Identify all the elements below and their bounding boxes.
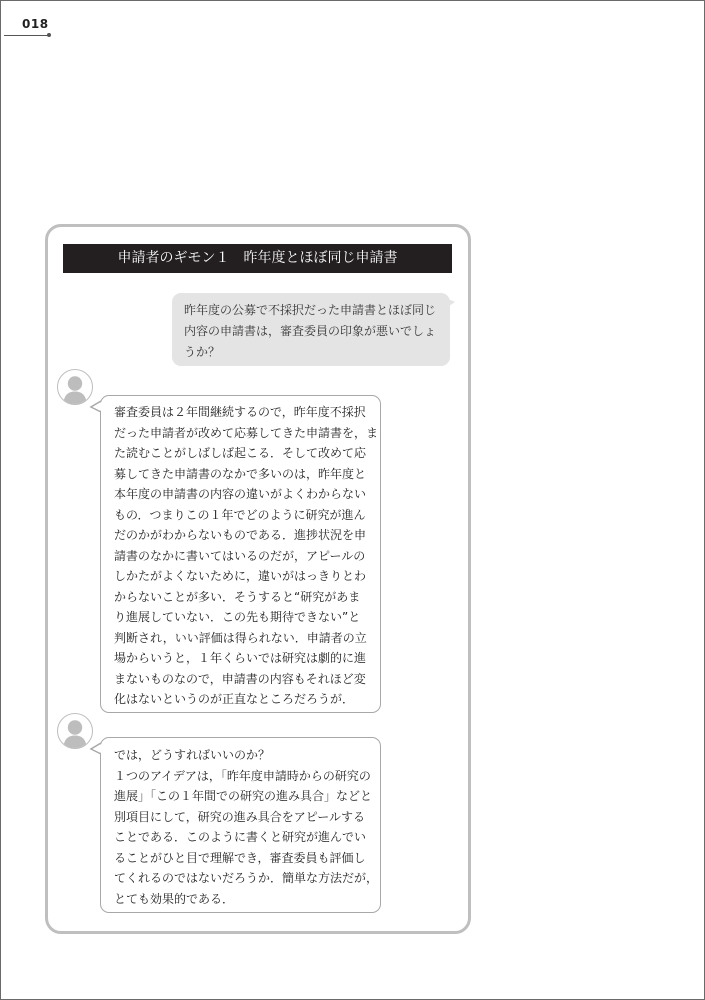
answer-line: とても効果的である． xyxy=(114,891,235,906)
answer-line: 進展」「この１年間での研究の進み具合」などと xyxy=(114,789,373,803)
answer-line: だのかがわからないものである．進捗状況を申 xyxy=(114,528,367,542)
question-bubble xyxy=(172,293,450,366)
answer-line: 審査委員は２年間継続するので，昨年度不採択 xyxy=(114,405,366,419)
answer-bubble xyxy=(100,737,381,913)
answer-line: 化はないというのが正直なところだろうが． xyxy=(114,692,355,706)
answer-line: 判断され，いい評価は得られない．申請者の立 xyxy=(114,630,367,645)
question-line: 内容の申請書は，審査委員の印象が悪いでしょ xyxy=(184,324,437,338)
answer-bubble-tail-cover xyxy=(90,400,102,414)
answer-bubble-tail-cover xyxy=(90,742,102,756)
answer-line: 募してきた申請書のなかで多いのは，昨年度と xyxy=(114,466,367,481)
answer-line: ることがひと目で理解でき，審査委員も評価し xyxy=(114,850,366,865)
question-line: うか？ xyxy=(184,345,221,359)
page-number-rule xyxy=(4,35,48,36)
answer-line: ことである．このように書くと研究が進んでい xyxy=(114,830,367,844)
answer-line: もの．つまりこの１年でどのように研究が進ん xyxy=(114,507,366,522)
answer-line: 場からいうと，１年くらいでは研究は劇的に進 xyxy=(114,651,367,665)
section-title: 申請者のギモン１ 昨年度とほぼ同じ申請書 xyxy=(63,244,452,273)
answer-line: しかたがよくないために，違いがはっきりとわ xyxy=(114,569,367,583)
answer-line: 別項目にして，研究の進み具合をアピールする xyxy=(114,809,366,824)
person-avatar-icon xyxy=(57,713,93,749)
page-number: 018 xyxy=(22,17,49,31)
answer-line: １つのアイデアは，「昨年度申請時からの研究の xyxy=(114,768,371,783)
answer-line: り進展していない．この先も期待できない”と xyxy=(114,610,361,624)
question-line: 昨年度の公募で不採択だった申請書とほぼ同じ xyxy=(184,303,437,317)
question-bubble-tail xyxy=(446,298,455,308)
answer-line: た読むことがしばしば起こる．そして改めて応 xyxy=(114,446,367,460)
answer-line: てくれるのではないだろうか．簡単な方法だが， xyxy=(114,871,379,885)
answer-line: 本年度の申請書の内容の違いがよくわからない xyxy=(114,487,367,501)
answer-line: 請書のなかに書いてはいるのだが，アピールの xyxy=(114,548,366,563)
answer-line: まないものなので，申請書の内容もそれほど変 xyxy=(114,671,366,686)
answer-bubble xyxy=(100,395,381,713)
answer-line: では，どうすればいいのか？ xyxy=(114,748,271,762)
answer-line: だった申請者が改めて応募してきた申請書を，ま xyxy=(114,425,379,440)
person-avatar-icon xyxy=(57,369,93,405)
answer-line: からないことが多い．そうすると“研究があま xyxy=(114,589,361,604)
page-number-dot xyxy=(47,33,51,37)
